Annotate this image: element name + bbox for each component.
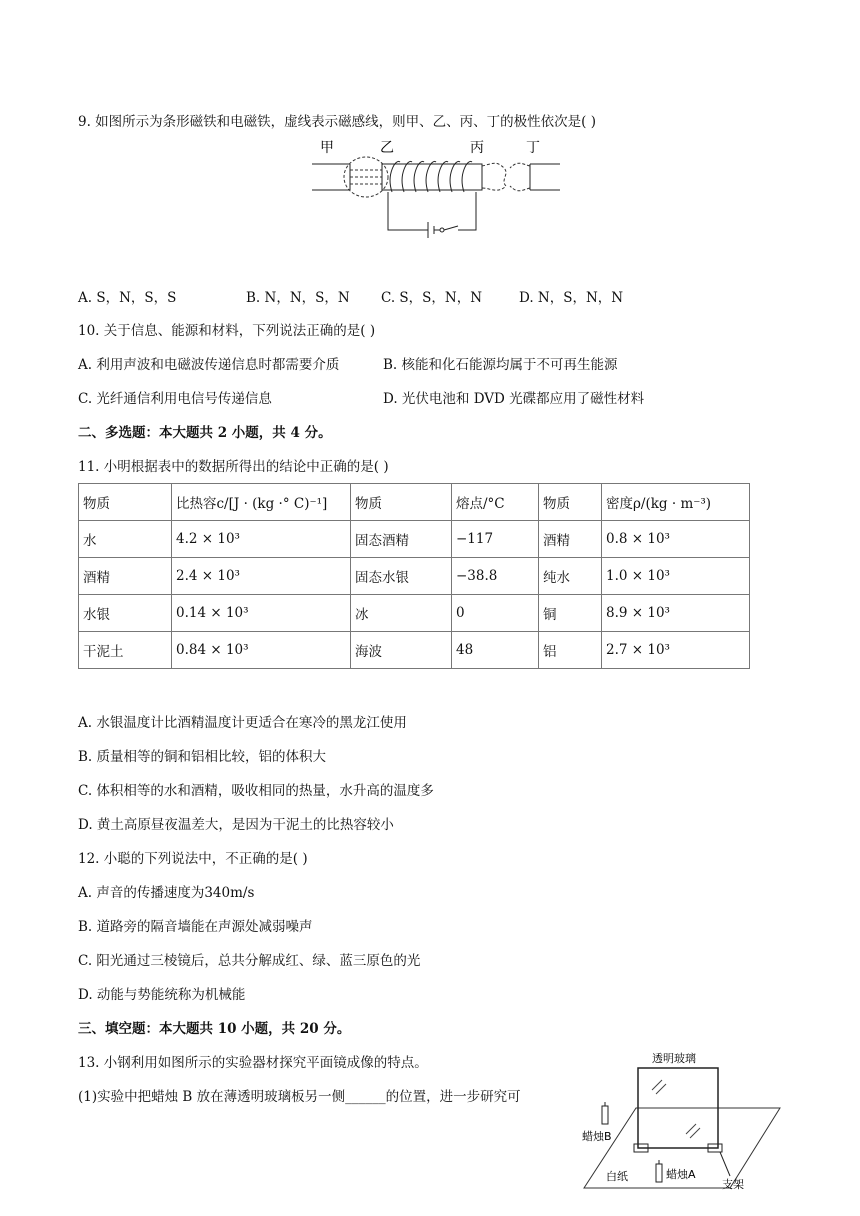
table-header: 物质 — [79, 484, 172, 521]
stand-label: 支架 — [722, 1178, 744, 1191]
q9-option-b[interactable]: B. N，N，S，N — [246, 290, 350, 306]
table-cell: 铜 — [539, 595, 602, 632]
q11-option-c[interactable]: C. 体积相等的水和酒精，吸收相同的热量，水升高的温度多 — [78, 783, 434, 799]
table-cell: 固态水银 — [351, 558, 452, 595]
q11-option-a[interactable]: A. 水银温度计比酒精温度计更适合在寒冷的黑龙江使用 — [78, 715, 407, 731]
table-cell: 水 — [79, 521, 172, 558]
table-cell: −38.8 — [452, 558, 539, 595]
q9-option-c[interactable]: C. S，S，N，N — [381, 290, 483, 306]
q10-option-b[interactable]: B. 核能和化石能源均属于不可再生能源 — [383, 357, 618, 373]
table-cell: 冰 — [351, 595, 452, 632]
table-row — [79, 521, 750, 558]
table-cell: 水银 — [79, 595, 172, 632]
table-row — [79, 558, 750, 595]
table-row — [79, 632, 750, 669]
q12-stem: 12. 小聪的下列说法中，不正确的是( ) — [78, 851, 308, 867]
q10-stem: 10. 关于信息、能源和材料，下列说法正确的是( ) — [78, 323, 376, 339]
q11-option-d[interactable]: D. 黄土高原昼夜温差大，是因为干泥土的比热容较小 — [78, 817, 394, 833]
q10-option-d[interactable]: D. 光伏电池和 DVD 光碟都应用了磁性材料 — [383, 391, 645, 407]
table-cell: 固态酒精 — [351, 521, 452, 558]
table-row — [79, 595, 750, 632]
q12-option-d[interactable]: D. 动能与势能统称为机械能 — [78, 987, 246, 1003]
table-cell: 4.2 × 10³ — [172, 521, 351, 558]
table-cell: 海波 — [351, 632, 452, 669]
table-cell: 干泥土 — [79, 632, 172, 669]
table-cell: 1.0 × 10³ — [602, 558, 750, 595]
table-cell: 酒精 — [79, 558, 172, 595]
table-header: 物质 — [351, 484, 452, 521]
q11-table — [78, 483, 750, 669]
label-bing: 丙 — [470, 140, 484, 156]
q10-option-a[interactable]: A. 利用声波和电磁波传递信息时都需要介质 — [78, 357, 340, 373]
section-heading-fill: 三、填空题：本大题共 10 小题，共 20 分。 — [78, 1021, 351, 1037]
table-cell: 酒精 — [539, 521, 602, 558]
q13-stem: 13. 小钢利用如图所示的实验器材探究平面镜成像的特点。 — [78, 1055, 428, 1071]
q9-stem: 9. 如图所示为条形磁铁和电磁铁，虚线表示磁感线，则甲、乙、丙、丁的极性依次是( ) — [78, 114, 596, 130]
q12-option-c[interactable]: C. 阳光通过三棱镜后，总共分解成红、绿、蓝三原色的光 — [78, 953, 421, 969]
table-cell: 0 — [452, 595, 539, 632]
q13-part1: (1)实验中把蜡烛 B 放在薄透明玻璃板另一侧______的位置，进一步研究可 — [78, 1089, 521, 1105]
table-header: 物质 — [539, 484, 602, 521]
electromagnet-figure — [300, 134, 560, 246]
label-yi: 乙 — [380, 140, 394, 156]
table-cell: 0.8 × 10³ — [602, 521, 750, 558]
q9-option-a[interactable]: A. S，N，S，S — [78, 290, 177, 306]
plane-mirror-figure — [580, 1048, 790, 1196]
candle-a-label: 蜡烛A — [666, 1168, 696, 1181]
q12-option-b[interactable]: B. 道路旁的隔音墙能在声源处减弱噪声 — [78, 919, 313, 935]
table-cell: 2.7 × 10³ — [602, 632, 750, 669]
label-jia: 甲 — [320, 140, 334, 156]
table-cell: 48 — [452, 632, 539, 669]
q12-option-a[interactable]: A. 声音的传播速度为340m/s — [78, 885, 255, 901]
table-header: 熔点/°C — [452, 484, 539, 521]
table-cell: 铝 — [539, 632, 602, 669]
paper-label: 白纸 — [606, 1170, 628, 1183]
table-header-row — [79, 484, 750, 521]
table-cell: 0.14 × 10³ — [172, 595, 351, 632]
q11-option-b[interactable]: B. 质量相等的铜和铝相比较，铝的体积大 — [78, 749, 327, 765]
section-heading-multi: 二、多选题：本大题共 2 小题，共 4 分。 — [78, 425, 332, 441]
q9-option-d[interactable]: D. N，S，N，N — [519, 290, 624, 306]
table-cell: 8.9 × 10³ — [602, 595, 750, 632]
q11-stem: 11. 小明根据表中的数据所得出的结论中正确的是( ) — [78, 459, 389, 475]
table-cell: 纯水 — [539, 558, 602, 595]
table-cell: 0.84 × 10³ — [172, 632, 351, 669]
candle-b-label: 蜡烛B — [582, 1130, 612, 1143]
table-cell: 2.4 × 10³ — [172, 558, 351, 595]
table-header: 密度ρ/(kg · m⁻³) — [602, 484, 750, 521]
label-ding: 丁 — [526, 140, 540, 156]
table-header: 比热容c/[J · (kg ·° C)⁻¹] — [172, 484, 351, 521]
table-cell: −117 — [452, 521, 539, 558]
q10-option-c[interactable]: C. 光纤通信利用电信号传递信息 — [78, 391, 272, 407]
glass-label: 透明玻璃 — [652, 1052, 696, 1065]
